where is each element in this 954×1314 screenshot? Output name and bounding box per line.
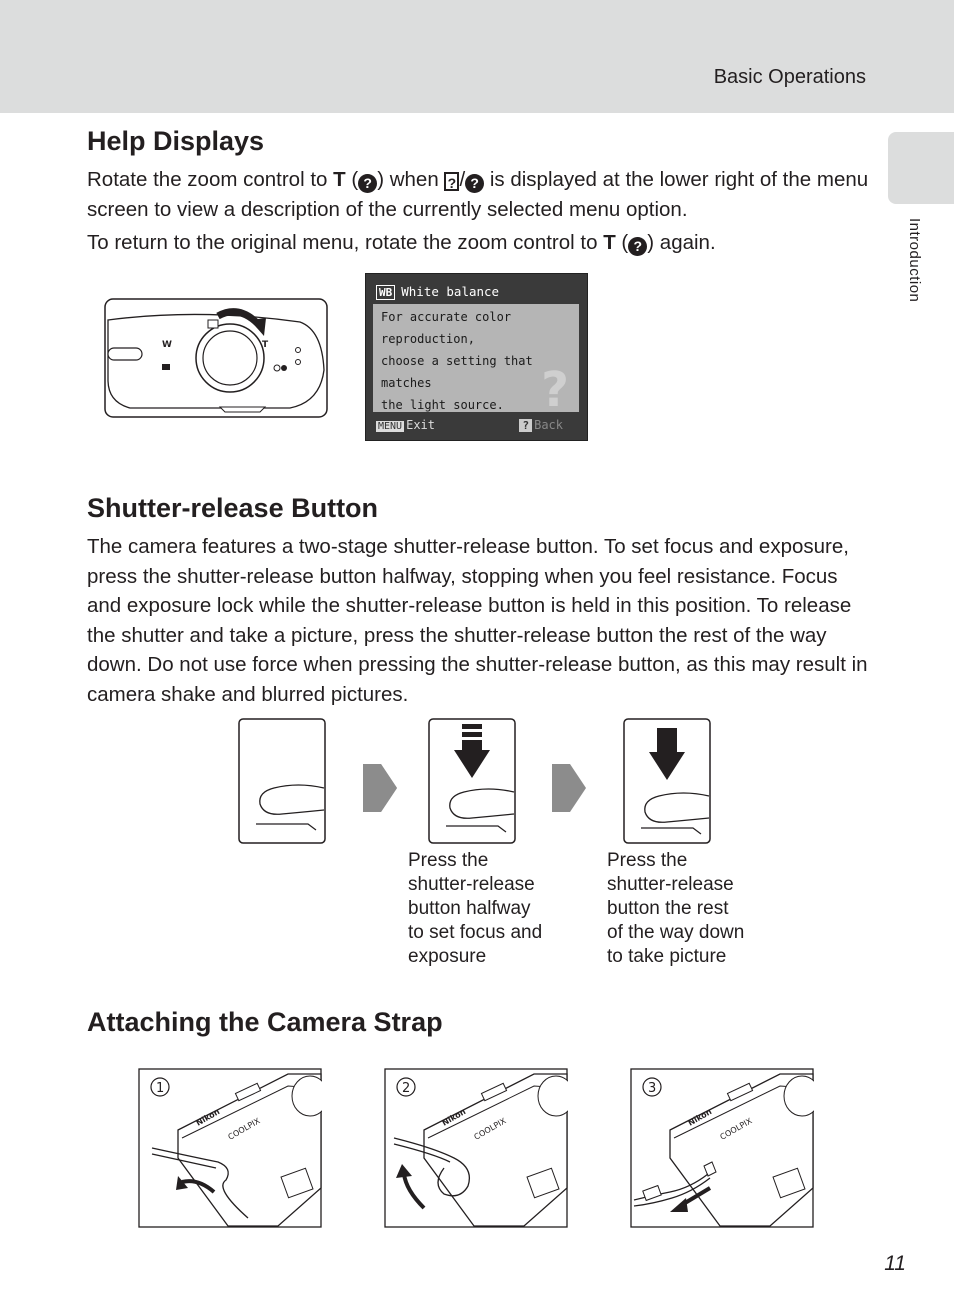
side-tab	[888, 132, 954, 204]
header-band	[0, 0, 954, 113]
help-displays-para-2: To return to the original menu, rotate the zoom control to T ( ? ) again.	[87, 228, 877, 258]
nikon-brand-label: Nikon	[686, 1107, 714, 1128]
section-label: Basic Operations	[713, 66, 866, 88]
shutter-halfway-illustration	[428, 718, 518, 845]
help-box-icon: ?	[444, 172, 459, 191]
zoom-tele-label: T	[262, 340, 269, 350]
help-displays-title: Help Displays	[87, 126, 265, 156]
help-circle-icon: ?	[358, 174, 377, 193]
caption-full-press: Press the shutter-release button the rest of the way down to take picture	[607, 850, 745, 967]
screen-back: ? Back	[519, 418, 563, 432]
strap-step-2-illustration	[384, 1068, 568, 1228]
coolpix-model-label: COOLPIX	[718, 1116, 754, 1142]
arrow-right-icon	[361, 762, 399, 814]
camera-strap-title: Attaching the Camera Strap	[87, 1007, 443, 1037]
help-displays-para-1: Rotate the zoom control to T ( ? ) when ? / ? is displayed at the lower right of the menu screen to view a description of the currently selected menu option.	[87, 165, 877, 224]
shutter-full-press-illustration	[623, 718, 713, 845]
help-circle-icon: ?	[465, 174, 484, 193]
help-button-icon: ?	[519, 419, 532, 432]
white-balance-help-screen	[365, 273, 588, 441]
shutter-release-body: The camera features a two-stage shutter-release button. To set focus and exposure, press the shutter-release button halfway, stopping when you feel resistance. Focus and exposure lock while the shutter-release button is held in this position. To release the shutter and take a picture, press the shutter-release button the rest of the way down. Do not use force when pressing the shutter-release button, as this may result in camera shake and blurred pictures.	[87, 535, 868, 706]
coolpix-model-label: COOLPIX	[472, 1116, 508, 1142]
help-question-icon: ?	[541, 362, 569, 418]
shutter-rest-illustration	[238, 718, 328, 845]
step-number: 3	[648, 1081, 657, 1096]
shutter-release-title: Shutter-release Button	[87, 493, 379, 523]
screen-exit: MENU Exit	[378, 418, 435, 432]
zoom-tele-icon: T	[603, 231, 616, 254]
step-number: 1	[156, 1081, 165, 1096]
nikon-brand-label: Nikon	[194, 1107, 222, 1128]
zoom-wide-label: W	[162, 340, 172, 350]
coolpix-model-label: COOLPIX	[226, 1116, 262, 1142]
zoom-tele-icon: T	[333, 168, 346, 191]
screen-help-text: For accurate color reproduction, choose a setting that matches the light source. ?	[373, 304, 579, 412]
white-balance-icon: WB	[376, 285, 395, 300]
arrow-right-icon	[550, 762, 588, 814]
step-number: 2	[402, 1081, 411, 1096]
menu-button-icon: MENU	[378, 421, 403, 432]
screen-title: WB White balance	[376, 284, 499, 299]
nikon-brand-label: Nikon	[440, 1107, 468, 1128]
strap-step-1-illustration	[138, 1068, 322, 1228]
camera-zoom-illustration	[100, 290, 332, 422]
side-tab-label: Introduction	[906, 218, 923, 303]
caption-halfway: Press the shutter-release button halfway to set focus and exposure	[408, 850, 543, 967]
strap-step-3-illustration	[630, 1068, 814, 1228]
help-circle-icon: ?	[628, 237, 647, 256]
page-number: 11	[884, 1252, 906, 1275]
